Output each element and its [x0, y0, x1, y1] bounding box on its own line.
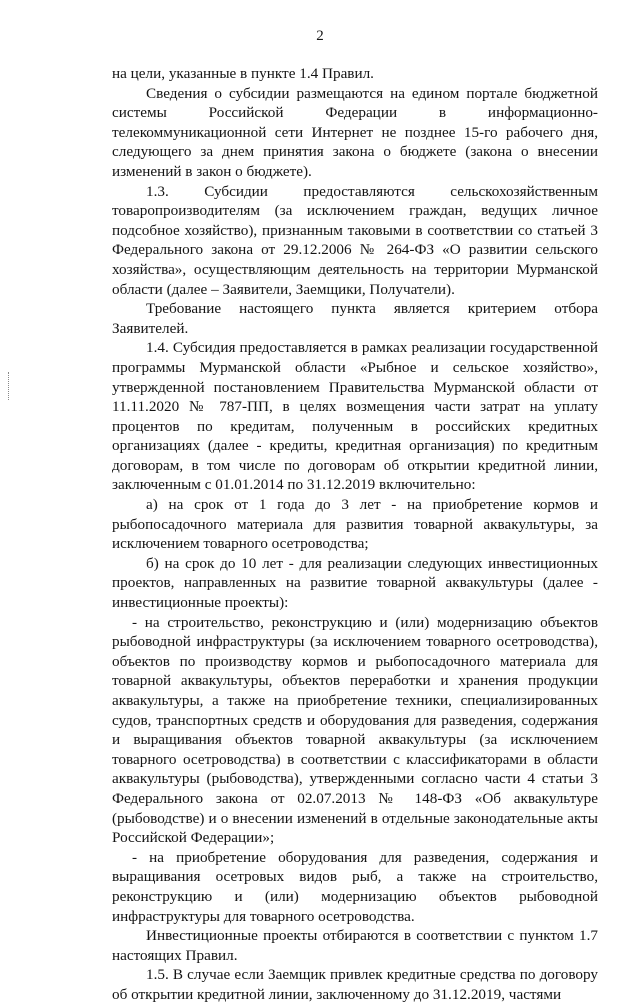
page-number: 2 — [316, 28, 324, 44]
document-body — [112, 64, 598, 1005]
paragraph-1-5: 1.5. В случае если Заемщик привлек кредитные средства по договору об открытии кредитной линии, заключенному до 31.12.2019, частями — [112, 966, 598, 1003]
paragraph-investment-projects: Инвестиционные проекты отбираются в соответствии с пунктом 1.7 настоящих Правил. — [112, 927, 598, 964]
paragraph-continuation: на цели, указанные в пункте 1.4 Правил. — [112, 65, 374, 82]
paragraph-1-3: 1.3. Субсидии предоставляются сельскохозяйственным товаропроизводителям (за исключением граждан, ведущих личное подсобное хозяйство), признанным таковыми в соответствии со статьей 3 Федерального закона от 29.12.2006 № 264-ФЗ «О развитии сельского хозяйства», осуществляющим деятельность на территории Мурманской области (далее – Заявители, Заемщики, Получатели). — [112, 182, 598, 298]
paragraph-1-4: 1.4. Субсидия предоставляется в рамках реализации государственной программы Мурманской области «Рыбное и сельское хозяйство», утвержденной постановлением Правительства Мурманской области от 11.11.2020 № 787-ПП, в целях возмещения части затрат на уплату процентов по кредитам, полученным в российских кредитных организациях (далее - кредиты, кредитная организация) по кредитным договорам, в том числе по договорам об открытии кредитной линии, заключенным с 01.01.2014 по 31.12.2019 включительно: — [112, 339, 598, 494]
paragraph-requirement: Требование настоящего пункта является критерием отбора Заявителей. — [112, 300, 598, 337]
paragraph-item-b: б) на срок до 10 лет - для реализации следующих инвестиционных проектов, направленных на развитие товарной аквакультуры (далее - инвестиционные проекты): — [112, 554, 598, 612]
paragraph-item-a: а) на срок от 1 года до 3 лет - на приобретение кормов и рыбопосадочного материала для развития товарной аквакультуры, за исключением товарного осетроводства; — [112, 496, 598, 553]
paragraph-subsidy-info: Сведения о субсидии размещаются на едином портале бюджетной системы Российской Федерации в информационно-телекоммуникационной сети Интернет не позднее 15-го рабочего дня, следующего за днем принятия закона о бюджете (закона о внесении изменений в закон о бюджете). — [112, 84, 598, 180]
paragraph-dash-sturgeon: - на приобретение оборудования для разведения, содержания и выращивания осетровых видов рыб, а также на строительство, реконструкцию и (или) модернизацию объектов рыбоводной инфраструктуры для товарного осетроводства. — [112, 848, 598, 925]
margin-mark — [8, 372, 11, 400]
paragraph-dash-construction: - на строительство, реконструкцию и (или) модернизацию объектов рыбоводной инфраструктуры (за исключением товарного осетроводства), объектов по производству кормов и рыбопосадочного материала для товарной аквакультуры, объектов переработки и хранения продукции аквакультуры, а также на приобретение техники, специализированных судов, транспортных средств и оборудования для разведения, содержания и выращивания объектов товарной аквакультуры (за исключением товарного осетроводства) в соответствии с классификаторами в области аквакультуры (рыбоводства), утвержденными согласно части 4 статьи 3 Федерального закона от 02.07.2013 № 148-ФЗ «Об аквакультуре (рыбоводстве) и о внесении изменений в отдельные законодательные акты Российской Федерации»; — [112, 613, 598, 847]
